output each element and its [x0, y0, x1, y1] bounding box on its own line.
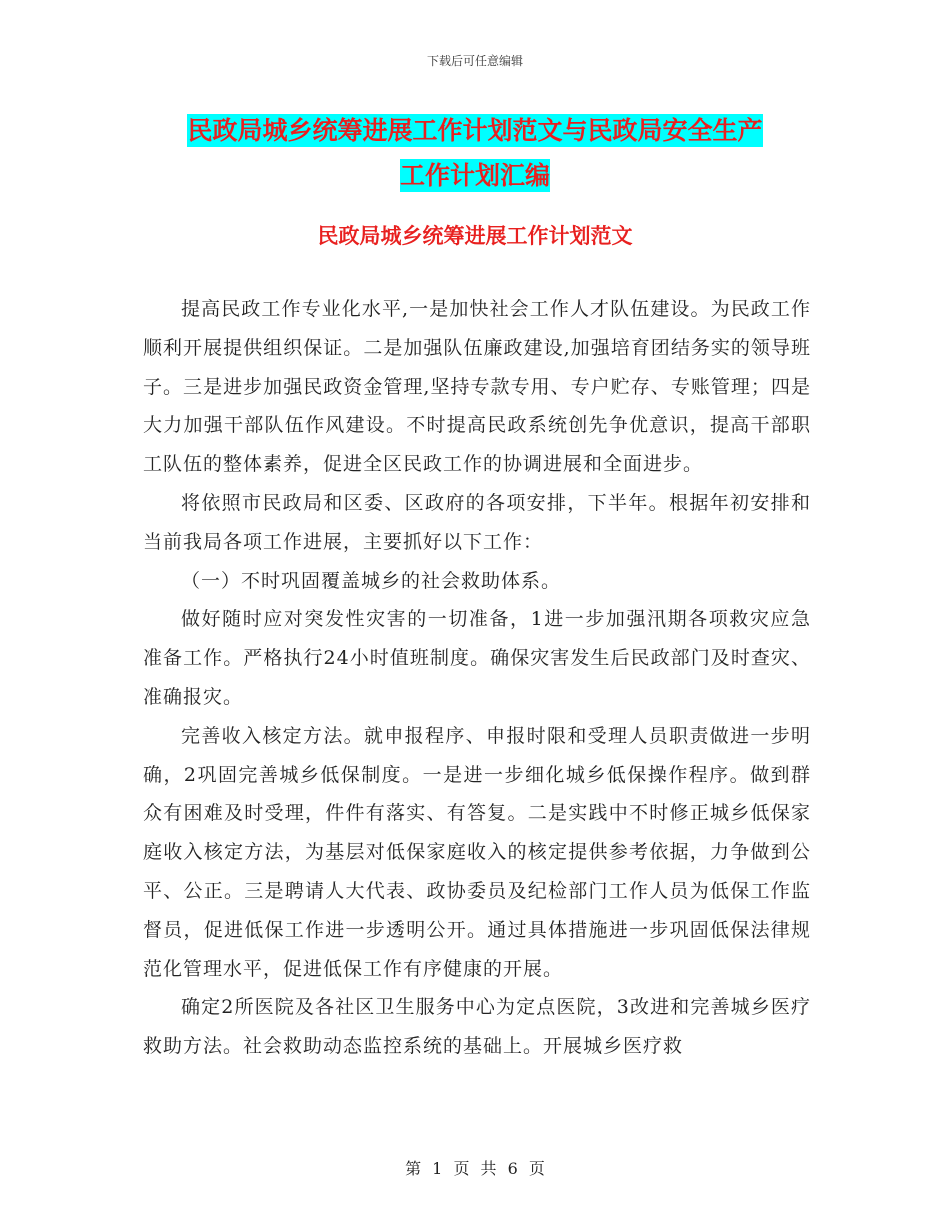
paragraph: 确定2所医院及各社区卫生服务中心为定点医院，3改进和完善城乡医疗救助方法。社会救助动态监控系统的基础上。开展城乡医疗救: [143, 996, 811, 1058]
document-body: [143, 290, 811, 1066]
paragraph: （一）不时巩固覆盖城乡的社会救助体系。: [181, 569, 562, 592]
paragraph: 将依照市民政局和区委、区政府的各项安排，下半年。根据年初安排和当前我局各项工作进展，主要抓好以下工作：: [143, 491, 811, 553]
page-footer: 第 1 页 共 6 页: [405, 1159, 545, 1178]
section-title: 民政局城乡统筹进展工作计划范文: [317, 224, 633, 248]
document-title: [140, 108, 810, 198]
title-line-1: 民政局城乡统筹进展工作计划范文与民政局安全生产: [187, 116, 763, 145]
paragraph: 完善收入核定方法。就申报程序、申报时限和受理人员职责做进一步明确，2巩固完善城乡低保制度。一是进一步细化城乡低保操作程序。做到群众有困难及时受理，件件有落实、有答复。二是实践中不时修正城乡低保家庭收入核定方法，为基层对低保家庭收入的核定提供参考依据，力争做到公平、公正。三是聘请人大代表、政协委员及纪检部门工作人员为低保工作监督员，促进低保工作进一步透明公开。通过具体措施进一步巩固低保法律规范化管理水平，促进低保工作有序健康的开展。: [143, 724, 811, 980]
header-note: 下载后可任意编辑: [426, 54, 523, 68]
paragraph: 提高民政工作专业化水平,一是加快社会工作人才队伍建设。为民政工作顺利开展提供组织保证。二是加强队伍廉政建设,加强培育团结务实的领导班子。三是进步加强民政资金管理,坚持专款专用、专户贮存、专账管理；四是大力加强干部队伍作风建设。不时提高民政系统创先争优意识，提高干部职工队伍的整体素养，促进全区民政工作的协调进展和全面进步。: [143, 298, 811, 476]
title-line-2: 工作计划汇编: [399, 161, 550, 190]
paragraph: 做好随时应对突发性灾害的一切准备，1进一步加强汛期各项救灾应急准备工作。严格执行24小时值班制度。确保灾害发生后民政部门及时查灾、准确报灾。: [143, 608, 811, 708]
